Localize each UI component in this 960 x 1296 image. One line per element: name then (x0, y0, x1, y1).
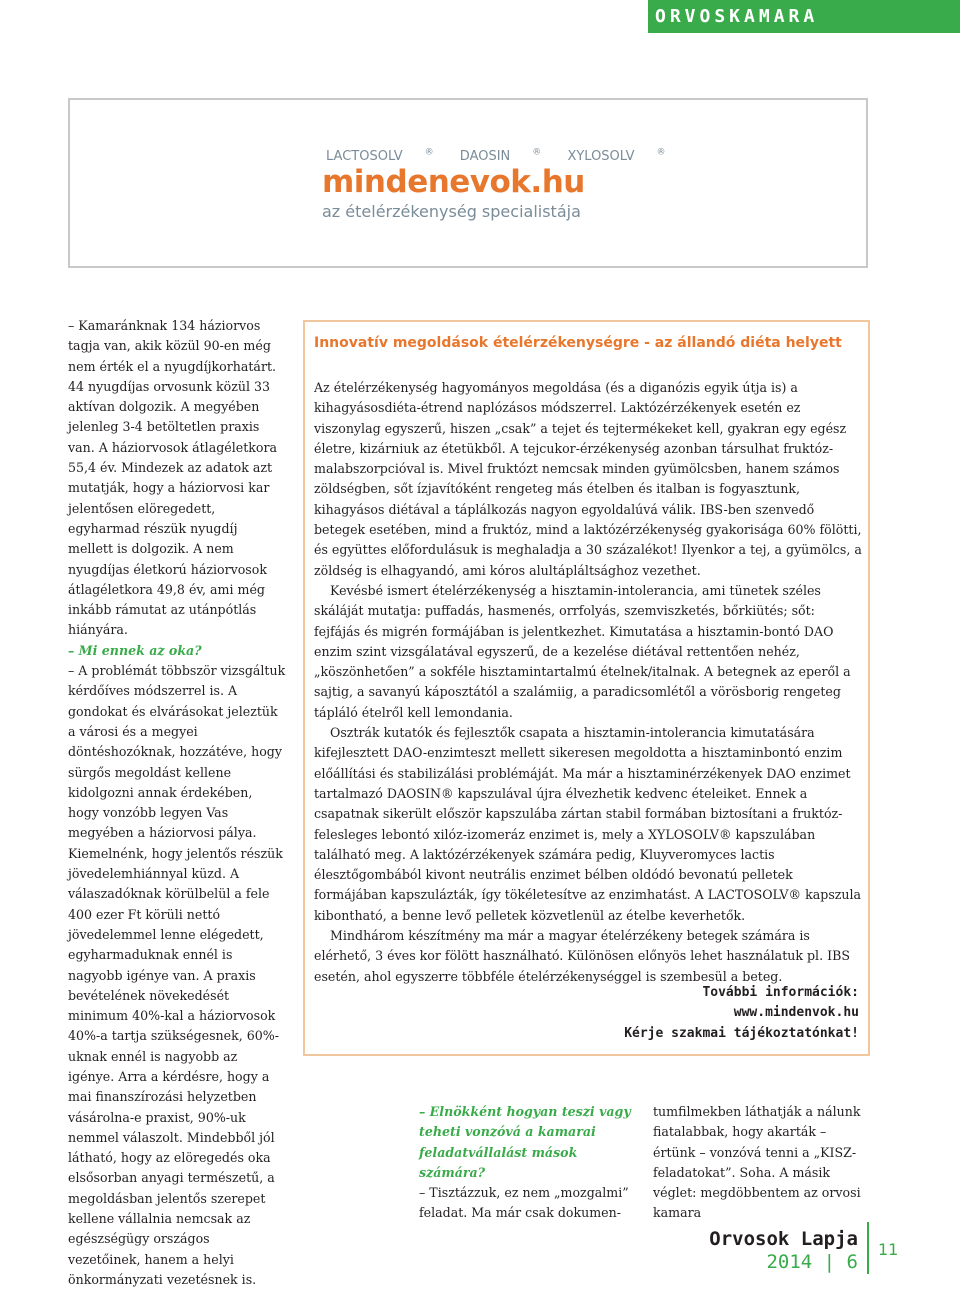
info-box-footer (624, 983, 859, 1044)
ad-brand-lactosolv: LACTOSOLV ® (326, 148, 434, 165)
info-box-heading: Innovatív megoldások ételérzékenységre - az állandó diéta helyett (314, 335, 842, 351)
left-column (68, 316, 286, 1290)
info-box-body (314, 378, 862, 987)
more-info-label: További információk: (702, 985, 859, 1000)
info-url-link[interactable]: www.mindenvok.hu (733, 1005, 859, 1021)
info-box (303, 320, 870, 1056)
middle-column (419, 1102, 635, 1224)
right-paragraph: tumfilmekben láthatják a nálunk fiatalabbak, hogy akarták – értünk – vonzóvá tenni a „KISZ-feladatokat”. Soha. A másik véglet: megdöbbentem az orvosi kamara (653, 1104, 861, 1221)
right-column (653, 1102, 869, 1224)
journal-issue: 2014 | 6 (766, 1251, 858, 1273)
journal-name: Orvosok Lapja (709, 1228, 858, 1250)
info-paragraph: Kevésbé ismert ételérzékenység a hisztamin-intolerancia, ami tünetek széles skáláját mutatja: puffadás, hasmenés, orrfolyás, szemviszketés, bőrkiütés; sőt: fejfájás és migrén formájában is jelentkezhet. Kimutatása a hisztamin-bontó DAO enzim szint vizsgálatával egyszerű, de a kezelése diétával rettentően nehéz, „köszönhetően” a sokféle hisztamintartalmú ételnek/italnak. A betegnek az eperől a sajtig, a savanyú káposztától a szalámiig, a paradicsomlétől a vörösborig rengeteg tápláló ételről kell lemondania. (314, 582, 851, 720)
interview-question: – Mi ennek az oka? (68, 642, 202, 658)
info-paragraph: Az ételérzékenység hagyományos megoldása (és a diganózis egyik útja is) a kihagyásosdiéta-étrend naplózásos módszerrel. Laktózérzékenyek esetén ez viszonylag egyszerű, hiszen „csak” a tejet és tejtermékeket kell, gyakran egy egész életre, kizárniuk az étetükből. A tejcukor-érzékenység azonban társulhat fruktóz-malabszorpcióval is. Mivel fruktózt nemcsak minden gyümölcsben, hanem számos zöldségben, sőt ízjavítóként rengeteg más ételben és italban is fogyasztunk, kihagyásos diétával a táplálkozás nagyon egyoldalúvá válik. IBS-ben szenvedő betegek esetében, mind a fruktóz, mind a laktózérzékenység gyakorisága 60% fölötti, és együttes előfordulásuk is meghaladja a 30 százalékot! Ilyenkor a tej, a gyümölcs, a zöldség is elhagyandó, ami kóros alultápláltsághoz vezethet. (314, 380, 862, 578)
ad-brand-daosin: DAOSIN ® (459, 148, 542, 165)
info-paragraph: Osztrák kutatók és fejlesztők csapata a hisztamin-intolerancia kimutatására kifejlesztett DAO-enzimteszt mellett sikeresen megoldotta a hisztaminbontó enzim előállítási és stabilizálási problémáját. Ma már a hisztaminérzékenyek DAO enzimet tartalmazó DAOSIN® kapszulával újra élvezhetik kedvenc ételeiket. Ennek a csapatnak sikerült először kapszulába zártan stabil formában biztosítani a fruktóz-felesleges lebontó xilóz-izomeráz enzimet is, mely a XYLOSOLV® kapszulában található meg. A laktózérzékenyek számára pedig, Kluyveromyces lactis élesztőgombából kivont neutrális enzimet bélben oldódó bevonatú pelletek formájában kapszulázták, így tökéletesítve az enzimhatást. A LACTOSOLV® kapszula kibontható, a benne levő pelletek közvetlenül az ételbe keverhetők. (314, 725, 862, 923)
info-paragraph: Mindhárom készítmény ma már a magyar ételérzékeny betegek számára is elérhető, 3 éves kor fölött használható. Különösen előnyös lehet használatuk pl. IBS esetén, ahol egyszerre többféle ételérzékenységgel is szembesül a beteg. (314, 928, 850, 984)
advertisement-box (68, 98, 868, 268)
left-paragraph-2: – A problémát többször vizsgáltuk kérdőíves módszerrel is. A gondokat és elvárásokat jeleztük a városi és a megyei döntéshozóknak, hozzátéve, hogy sürgős megoldást kellene kidolgozni annak érdekében, hogy vonzóbb legyen Vas megyében a háziorvosi pálya. Kiemelnénk, hogy jelentős részük jövedelemhiánnyal küzd. A válaszadóknak körülbelül a fele 400 ezer Ft körüli nettó jövedelemmel lenne elégedett, egyharmaduknak ennél is nagyobb igénye van. A praxis bevételének növekedését minimum 40%-kal a háziorvosok 40%-a tartja szükségesnek, 60%-uknak ennél is nagyobb az igénye. Arra a kérdésre, hogy a mai finanszírozási helyzetben vásárolna-e praxist, 90%-uk nemmel válaszolt. Mindebből jól látható, hogy az elöregedés oka elsősorban anyagi természetű, a megoldásban jelentős szerepet kellene vállalnia nemcsak az egészségügy országos vezetőinek, hanem a helyi önkormányzati vezetésnek is. (68, 663, 286, 1287)
ad-site-name[interactable]: mindenevok.hu (322, 164, 585, 200)
info-cta: Kérje szakmai tájékoztatónkat! (624, 1025, 859, 1041)
interview-question: – Elnökként hogyan teszi vagy teheti vonzóvá a kamarai feladatvállalást mások számára? (419, 1104, 631, 1180)
footer-divider (867, 1222, 869, 1274)
ad-brand-list (326, 148, 688, 164)
section-title: ORVOSKAMARA (655, 6, 819, 27)
interview-answer: – Tisztázzuk, ez nem „mozgalmi” feladat. Ma már csak dokumen- (419, 1185, 629, 1221)
left-paragraph-1: – Kamaránknak 134 háziorvos tagja van, akik közül 90-en még nem érték el a nyugdíjkorhatárt. 44 nyugdíjas orvosunk közül 33 aktívan dolgozik. A megyében jelenleg 3-4 betöltetlen praxis van. A háziorvosok átlagéletkora 55,4 év. Mindezek az adatok azt mutatják, hogy a háziorvosi kar jelentősen elöregedett, egyharmad részük nyugdíj mellett is dolgozik. A nem nyugdíjas életkorú háziorvosok átlagéletkora 49,8 év, ami még inkább rámutat az utánpótlás hiányára. (68, 318, 278, 638)
ad-tagline: az ételérzékenység specialistája (322, 202, 581, 221)
page-number: 11 (878, 1240, 899, 1259)
ad-brand-xylosolv: XYLOSOLV ® (567, 148, 666, 165)
